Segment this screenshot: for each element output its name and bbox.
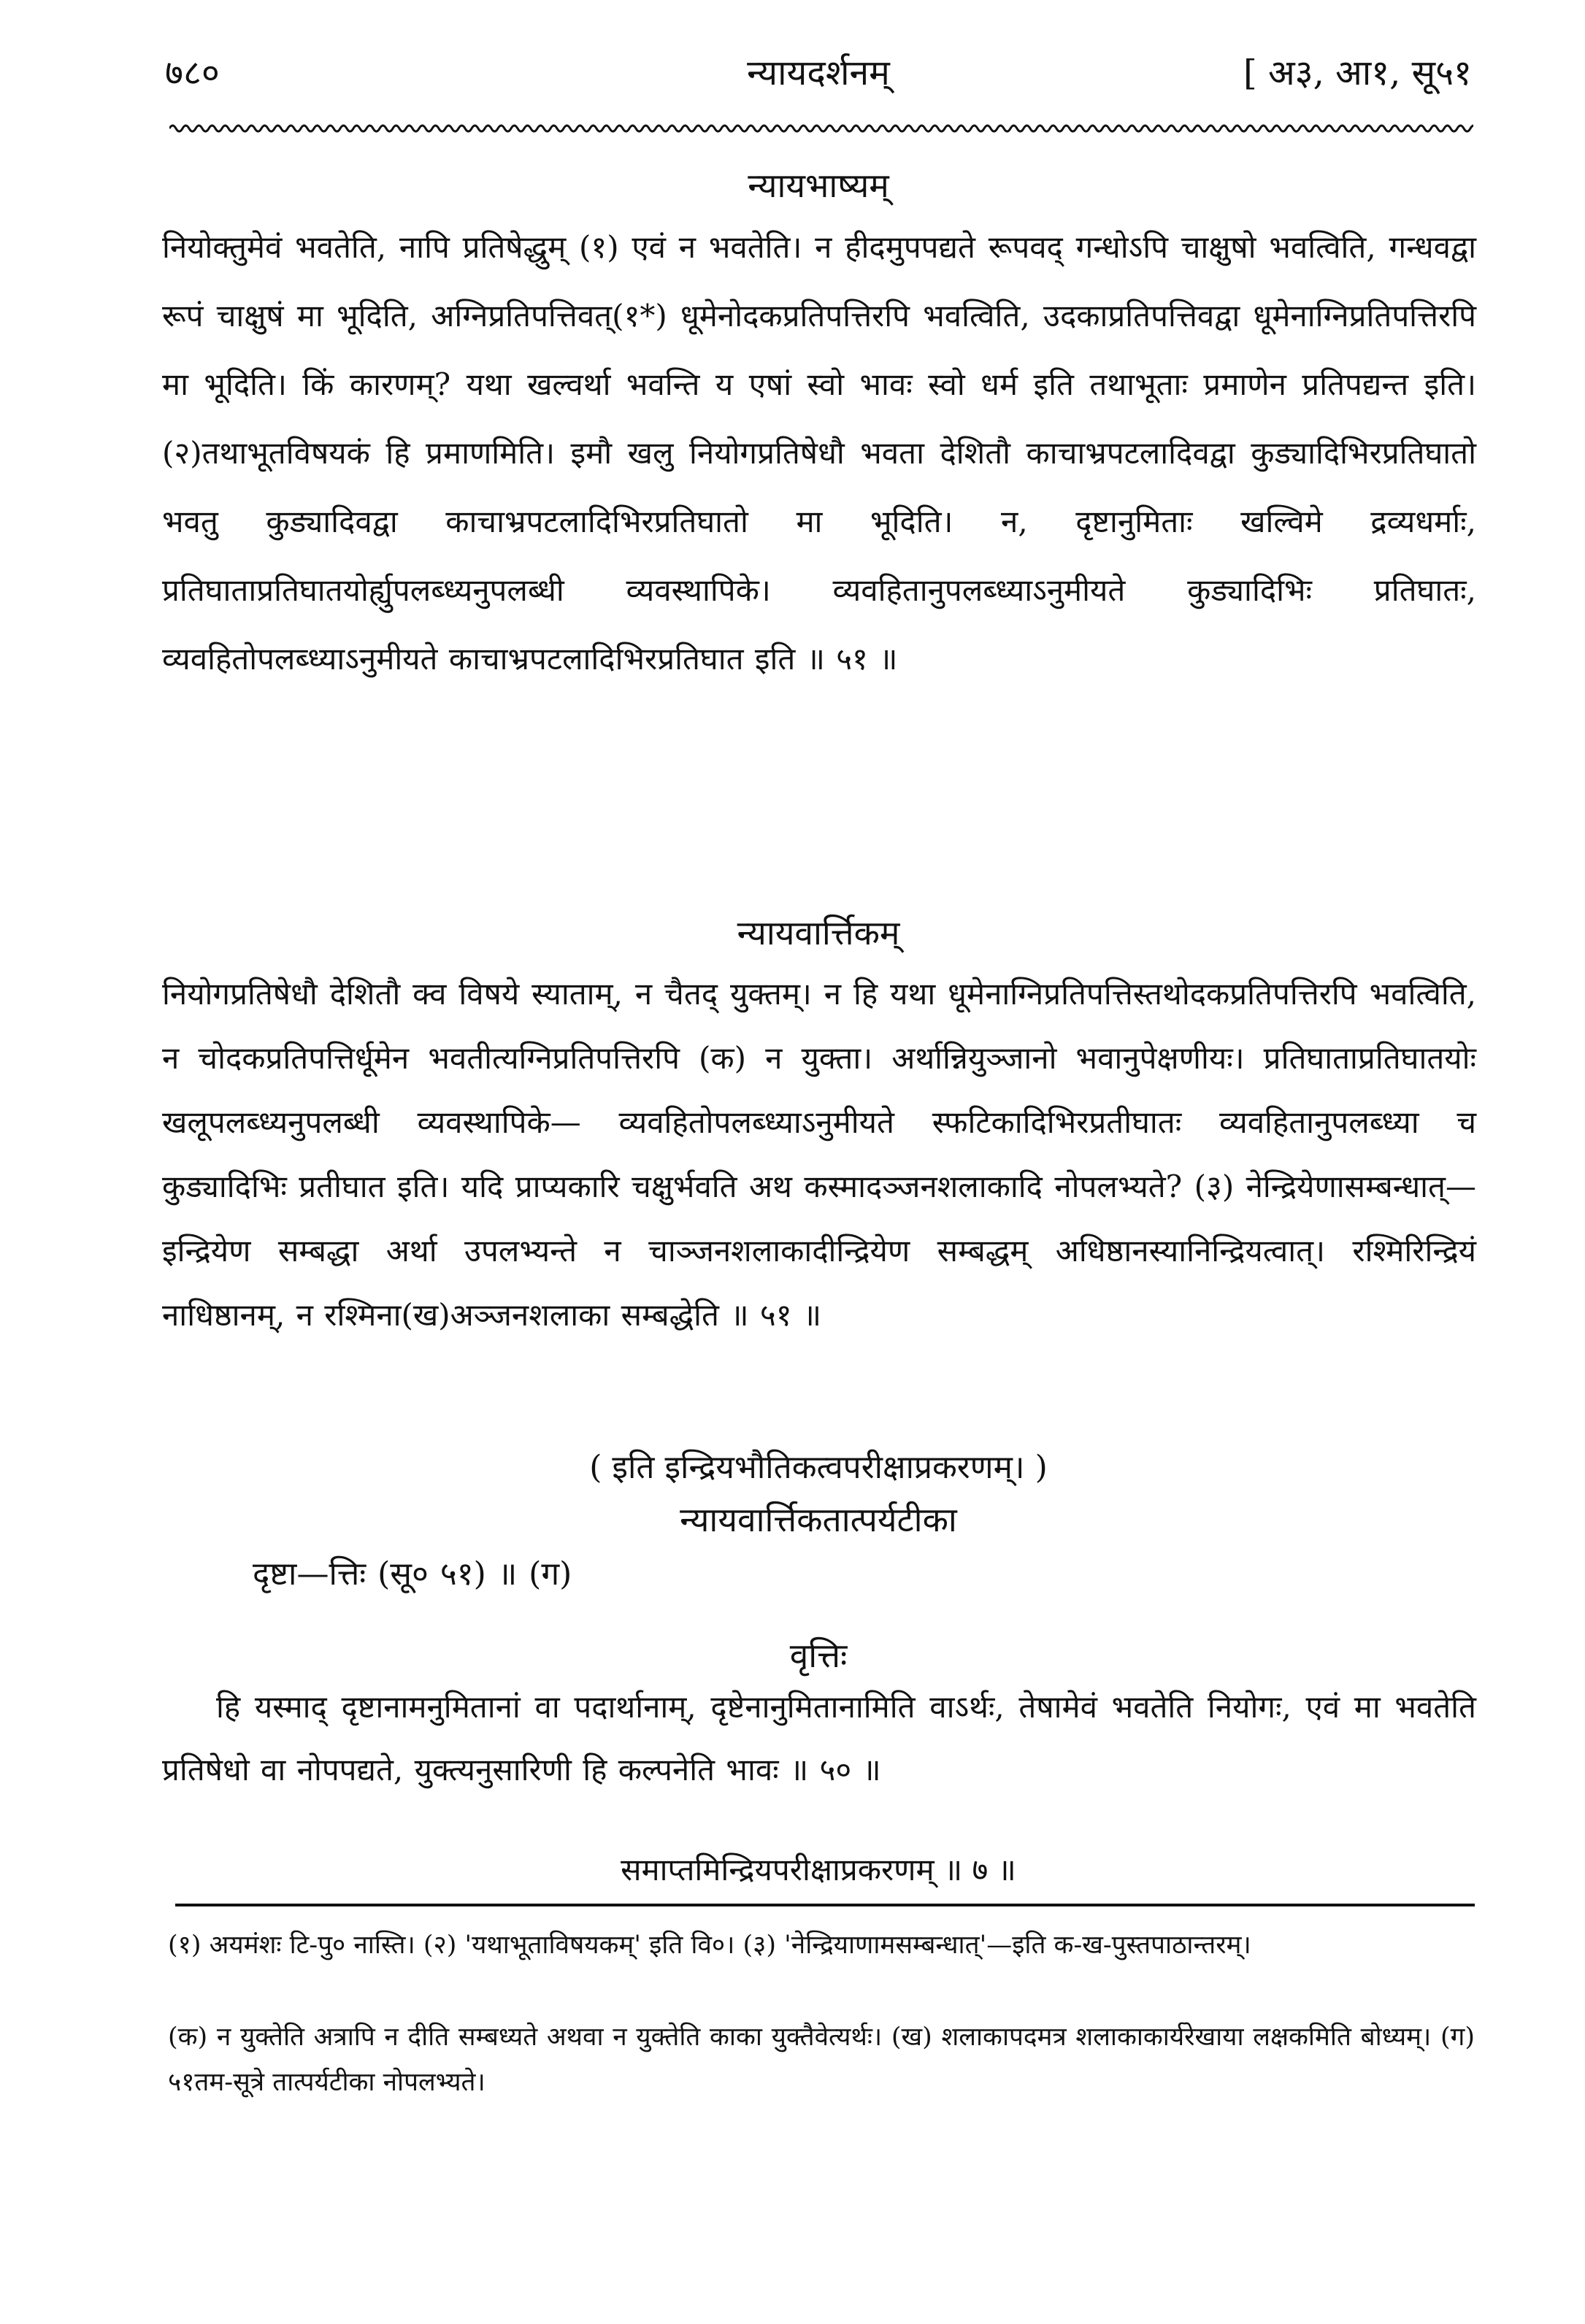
section-colophon: समाप्तमिन्द्रियपरीक्षाप्रकरणम् ॥ ७ ॥ bbox=[621, 1852, 1016, 1888]
footnote-lettered: (क) न युक्तेति अत्रापि न दीति सम्बध्यते अथवा न युक्तेति काका युक्तैवेत्यर्थः। (ख) शलाकापदमत्र शलाकाकार्यरेखाया लक्षकमिति बोध्यम्। (ग) ५१तम-सूत्रे तात्पर्यटीका नोपलभ्यते। bbox=[168, 2023, 1475, 2097]
prakarana-end-note: ( इति इन्द्रियभौतिकत्वपरीक्षाप्रकरणम्। ) bbox=[589, 1449, 1048, 1486]
wavy-divider bbox=[169, 120, 1473, 137]
page-number: ७८० bbox=[165, 53, 220, 93]
vritti-text: हि यस्माद् दृष्टानामनुमितानां वा पदार्थानाम्, दृष्टेनानुमितानामिति वाऽर्थः, तेषामेवं भवतेति नियोगः, एवं मा भवतेति प्रतिषेधो वा नोपपद्यते, युक्त्यनुसारिणी हि कल्पनेति भावः ॥ ५० ॥ bbox=[162, 1689, 1476, 1788]
tika-heading: न्यायवार्त्तिकतात्पर्यटीका bbox=[680, 1500, 957, 1539]
vritti-heading: वृत्तिः bbox=[789, 1636, 848, 1675]
vartika-heading: न्यायवार्त्तिकम् bbox=[737, 913, 900, 953]
bhashya-text: नियोक्तुमेवं भवतेति, नापि प्रतिषेद्धुम् (१) एवं न भवतेति। न हीदमुपपद्यते रूपवद् गन्धोऽपि चाक्षुषो भवत्विति, गन्धवद्वा रूपं चाक्षुषं मा भूदिति, अग्निप्रतिपत्तिवत्(१*) धूमेनोदकप्रतिपत्तिरपि भवत्विति, उदकाप्रतिपत्तिवद्वा धूमेनाग्निप्रतिपत्तिरपि मा भूदिति। किं कारणम्? यथा खल्वर्था भवन्ति य एषां स्वो भावः स्वो धर्म इति तथाभूताः प्रमाणेन प्रतिपद्यन्त इति। (२)तथाभूतविषयकं हि प्रमाणमिति। इमौ खलु नियोगप्रतिषेधौ भवता देशितौ काचाभ्रपटलादिवद्वा कुड्यादिभिरप्रतिघातो भवतु कुड्यादिवद्वा काचाभ्रपटलादिभिरप्रतिघातो मा भूदिति। न, दृष्टानुमिताः खल्विमे द्रव्यधर्माः, प्रतिघाताप्रतिघातयोर्ह्युपलब्ध्यनुपलब्धी व्यवस्थापिके। व्यवहितानुपलब्ध्याऽनुमीयते कुड्यादिभिः प्रतिघातः, व्यवहितोपलब्ध्याऽनुमीयते काचाभ्रपटलादिभिरप्रतिघात इति ॥ ५१ ॥ bbox=[162, 229, 1476, 677]
footnote-numbered: (१) अयमंशः टि-पु० नास्ति। (२) 'यथाभूताविषयकम्' इति वि०। (३) 'नेन्द्रियाणामसम्बन्धात्'—इति क-ख-पुस्तपाठान्तरम्। bbox=[168, 1931, 1251, 1960]
bhashya-heading: न्यायभाष्यम् bbox=[748, 166, 889, 205]
chapter-reference: [ अ३, आ१, सू५१ bbox=[1243, 53, 1472, 93]
running-title: न्यायदर्शनम् bbox=[747, 53, 890, 93]
vartika-text: नियोगप्रतिषेधौ देशितौ क्व विषये स्याताम्, न चैतद् युक्तम्। न हि यथा धूमेनाग्निप्रतिपत्तिस्तथोदकप्रतिपत्तिरपि भवत्विति, न चोदकप्रतिपत्तिर्धूमेन भवतीत्यग्निप्रतिपत्तिरपि (क) न युक्ता। अर्थान्नियुञ्जानो भवानुपेक्षणीयः। प्रतिघाताप्रतिघातयोः खलूपलब्ध्यनुपलब्धी व्यवस्थापिके— व्यवहितोपलब्ध्याऽनुमीयते स्फटिकादिभिरप्रतीघातः व्यवहितानुपलब्ध्या च कुड्यादिभिः प्रतीघात इति। यदि प्राप्यकारि चक्षुर्भवति अथ कस्मादञ्जनशलाकादि नोपलभ्यते? (३) नेन्द्रियेणासम्बन्धात्—इन्द्रियेण सम्बद्धा अर्था उपलभ्यन्ते न चाञ्जनशलाकादीन्द्रियेण सम्बद्धम् अधिष्ठानस्यानिन्द्रियत्वात्। रश्मिरिन्द्रियं नाधिष्ठानम्, न रश्मिना(ख)अञ्जनशलाका सम्बद्धेति ॥ ५१ ॥ bbox=[162, 976, 1476, 1333]
running-header bbox=[165, 48, 1472, 107]
footnote-separator bbox=[175, 1904, 1475, 1906]
tika-line: दृष्टा—त्तिः (सू० ५१) ॥ (ग) bbox=[253, 1555, 572, 1593]
